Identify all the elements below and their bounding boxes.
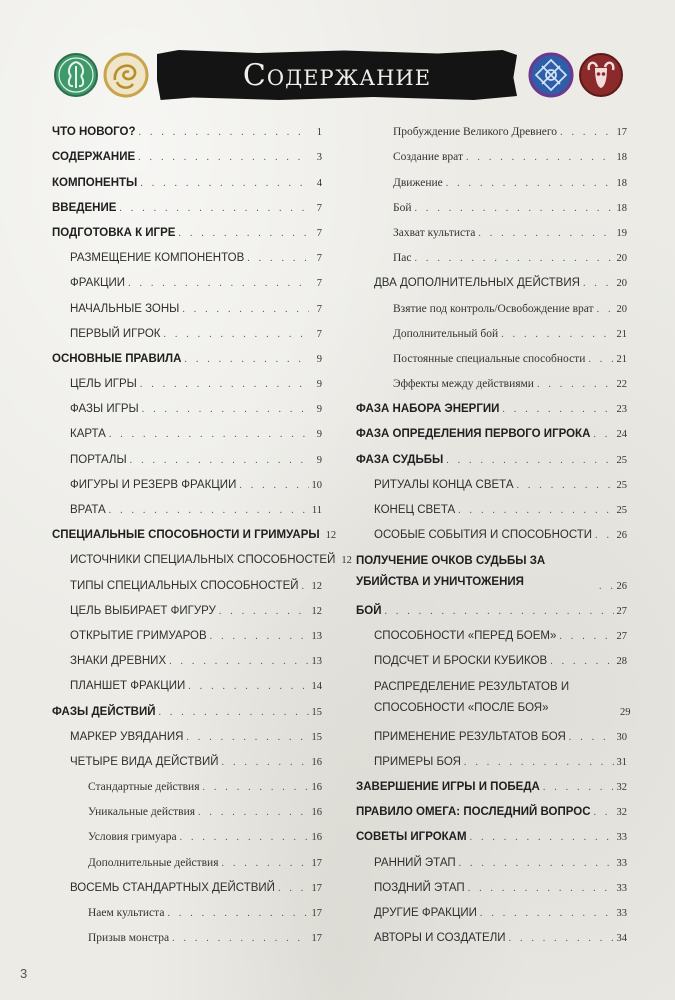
toc-entry[interactable] [52,391,322,416]
toc-entry-title: РАСПРЕДЕЛЕНИЕ РЕЗУЛЬТАТОВ И СПОСОБНОСТИ «ПОСЛЕ БОЯ» [374,680,570,714]
toc-entry-page: 20 [616,303,627,315]
toc-entry-page: 12 [325,530,337,542]
toc-entry-page: 18 [616,152,627,164]
toc-entry-page: 13 [311,656,322,668]
dot-leader [501,328,613,341]
toc-entry-page: 32 [616,807,627,819]
toc-entry-title: АВТОРЫ И СОЗДАТЕЛИ [374,932,506,945]
toc-entry[interactable] [356,114,627,139]
dot-leader [221,857,308,870]
toc-right-column [356,114,631,945]
toc-entry[interactable] [356,744,627,769]
toc-entry-page: 27 [616,605,627,617]
toc-entry-page: 13 [311,630,322,642]
toc-entry[interactable] [52,316,322,341]
toc-entry[interactable] [356,316,627,341]
dot-leader [464,756,614,769]
dot-leader [446,177,614,190]
dot-leader [178,227,309,240]
toc-entry[interactable] [356,391,627,416]
dot-leader [172,932,308,945]
toc-entry-page: 21 [616,328,627,340]
toc-entry-page: 29 [620,706,631,718]
toc-entry-page: 25 [616,454,627,466]
toc-entry-page: 7 [316,227,322,239]
toc-entry-title: ЗНАКИ ДРЕВНИХ [70,655,167,668]
toc-entry-page: 22 [616,379,627,391]
toc-entry-page: 9 [316,454,322,466]
toc-entry-page: 16 [311,782,322,794]
toc-entry-page: 9 [316,404,322,416]
toc-entry[interactable] [356,769,627,794]
dot-leader [537,378,614,391]
dot-leader [384,605,613,618]
toc-entry-page: 28 [616,656,627,668]
dot-leader [468,882,614,895]
dot-leader [247,252,309,265]
toc-entry-page: 15 [311,731,322,743]
dot-leader [182,303,309,316]
toc-entry-page: 10 [311,479,322,491]
dot-leader [550,655,613,668]
toc-entry-page: 18 [616,177,627,189]
toc-entry-page: 9 [316,353,322,365]
toc-entry-title: Эффекты между действиями [393,378,534,391]
toc-entry[interactable] [52,517,337,542]
toc-entry-title: ЦЕЛЬ ВЫБИРАЕТ ФИГУРУ [70,604,216,617]
dot-leader [480,907,614,920]
toc-entry-page: 31 [616,756,627,768]
toc-entry-title: ЧЕТЫРЕ ВИДА ДЕЙСТВИЙ [70,755,219,768]
dot-leader [459,857,614,870]
toc-entry[interactable] [356,719,627,744]
toc-entry-page: 26 [616,530,627,542]
toc-entry-title: Дополнительный бой [393,327,499,340]
toc-entry-title: ФРАКЦИИ [70,277,126,290]
toc-entry-title: ПОДГОТОВКА К ИГРЕ [52,226,176,239]
toc-entry-title: МАРКЕР УВЯДАНИЯ [70,730,184,743]
toc-entry-title: ПРИМЕРЫ БОЯ [374,755,461,768]
toc-entry[interactable] [52,265,322,290]
toc-entry[interactable] [52,744,322,769]
toc-entry[interactable] [356,215,627,240]
toc-entry-title: ВВЕДЕНИЕ [52,201,117,214]
toc-entry-page: 18 [616,202,627,214]
toc-entry-page: 17 [311,882,322,894]
dot-leader [415,252,614,265]
toc-entry-page: 16 [311,756,322,768]
toc-entry[interactable] [52,441,322,466]
dot-leader [509,932,614,945]
toc-entry-page: 4 [316,177,322,189]
page-number: 3 [20,966,28,981]
toc-entry[interactable] [52,139,322,164]
toc-entry-page: 17 [311,857,322,869]
toc-entry-title: Создание врат [393,151,464,164]
toc-entry[interactable] [52,668,322,693]
toc-entry-page: 7 [316,202,322,214]
dot-leader [222,756,309,769]
toc-entry-title: КОНЕЦ СВЕТА [374,504,456,516]
toc-entry[interactable] [52,366,322,391]
dot-leader [594,806,614,819]
toc-entry-title: Призыв монстра [88,932,170,945]
toc-entry-page: 20 [616,278,627,290]
toc-left-column [52,114,352,945]
toc-entry-title: Пас [393,252,412,265]
toc-entry-title: ПОЗДНИЙ ЭТАП [374,881,465,894]
toc-entry[interactable] [52,920,322,945]
toc-entry-page: 30 [616,731,627,743]
toc-entry[interactable] [356,668,631,718]
dot-leader [198,806,308,819]
toc-entry-title: Наем культиста [88,907,165,919]
toc-entry-title: ФАЗА СУДЬБЫ [356,453,444,466]
toc-entry[interactable] [52,819,322,844]
toc-entry-page: 20 [616,253,627,265]
toc-entry-page: 12 [341,555,352,567]
toc-entry-page: 24 [616,429,627,441]
dot-leader [239,479,308,492]
toc-entry-page: 9 [316,429,322,441]
toc-entry-title: ПОРТАЛЫ [70,453,127,466]
toc-entry-title: ФАЗЫ ДЕЙСТВИЙ [52,705,156,718]
dot-leader [595,529,613,542]
dot-leader [210,630,309,643]
dot-leader [278,882,309,895]
toc-entry[interactable] [52,416,322,441]
toc-entry-title: ПОЛУЧЕНИЕ ОЧКОВ СУДЬБЫ ЗА УБИЙСТВА И УНИЧТОЖЕНИЯ [356,554,546,588]
dot-leader [569,731,614,744]
dot-leader [302,580,309,593]
toc-entry-page: 26 [616,580,627,592]
toc-entry[interactable] [356,593,627,618]
tentacle-emblem-icon [53,52,99,98]
dot-leader [109,504,309,517]
toc-entry[interactable] [356,895,627,920]
rune-emblem-icon [528,52,574,98]
dot-leader [167,907,308,920]
dot-leader [458,504,613,517]
dot-leader [588,353,613,366]
toc-entry-title: Бой [393,201,412,214]
toc-entry[interactable] [52,794,322,819]
toc-entry[interactable] [52,215,322,240]
dot-leader [184,353,309,366]
toc-entry[interactable] [356,819,627,844]
toc-entry[interactable] [52,895,322,920]
toc-entry-page: 33 [616,908,627,920]
toc-entry[interactable] [356,492,627,517]
dot-leader [142,403,309,416]
toc-entry-title: ФАЗЫ ИГРЫ [70,403,139,416]
toc-entry[interactable] [52,844,322,869]
toc-entry-title: ПЕРВЫЙ ИГРОК [70,327,161,340]
toc-entry[interactable] [356,467,627,492]
dot-leader [139,126,309,139]
toc-entry-page: 7 [316,278,322,290]
toc-entry-title: РИТУАЛЫ КОНЦА СВЕТА [374,478,514,491]
toc-entry[interactable] [52,769,322,794]
toc-entry-title: ДВА ДОПОЛНИТЕЛЬНЫХ ДЕЙСТВИЯ [374,277,580,290]
toc-entry[interactable] [356,920,627,945]
dot-leader [188,680,308,693]
toc-entry-title: ПРИМЕНЕНИЕ РЕЗУЛЬТАТОВ БОЯ [374,730,566,743]
toc-entry-title: СОДЕРЖАНИЕ [52,151,136,164]
dot-leader [159,706,309,719]
toc-entry[interactable] [52,618,322,643]
toc-entry-title: Пробуждение Великого Древнего [393,126,558,139]
toc-entry-title: СОВЕТЫ ИГРОКАМ [356,831,467,844]
toc-entry[interactable] [356,618,627,643]
dot-leader [599,580,614,593]
toc-entry[interactable] [356,441,627,466]
toc-entry-title: ОСОБЫЕ СОБЫТИЯ И СПОСОБНОСТИ [374,529,593,542]
toc-entry-title: Взятие под контроль/Освобождение врат [393,302,594,315]
toc-entry[interactable] [356,870,627,895]
toc-entry[interactable] [356,416,627,441]
dot-leader [470,831,614,844]
toc-entry-page: 23 [616,404,627,416]
toc-entry[interactable] [52,114,322,139]
toc-entry[interactable] [52,164,322,189]
dot-leader [140,177,309,190]
dot-leader [597,303,614,316]
toc-entry-title: ДРУГИЕ ФРАКЦИИ [374,907,477,920]
toc-entry-title: СПОСОБНОСТИ «ПЕРЕД БОЕМ» [374,629,557,642]
dot-leader [163,328,309,341]
dot-leader [203,781,309,794]
dot-leader [466,151,613,164]
toc-entry[interactable] [52,467,322,492]
toc-entry-page: 19 [616,227,627,239]
toc-entry-page: 25 [616,505,627,516]
toc-entry-title: ФАЗА ОПРЕДЕЛЕНИЯ ПЕРВОГО ИГРОКА [356,428,591,441]
dot-leader [219,605,309,618]
toc-entry-title: Условия гримуара [88,831,177,844]
toc-entry[interactable] [356,542,627,592]
toc-entry-title: ВОСЕМЬ СТАНДАРТНЫХ ДЕЙСТВИЙ [70,881,275,894]
toc-entry-title: Стандартные действия [88,781,200,794]
toc-entry[interactable] [52,567,322,592]
toc-entry-page: 17 [311,908,322,919]
toc-entry-page: 1 [316,127,322,139]
toc-entry-page: 7 [316,253,322,265]
toc-entry-title: РАЗМЕЩЕНИЕ КОМПОНЕНТОВ [70,252,245,265]
toc-entry-page: 21 [616,353,627,365]
dot-leader [130,454,309,467]
toc-entry-page: 33 [616,857,627,869]
toc-entry-page: 12 [311,580,322,592]
toc-entry-page: 15 [311,706,322,718]
toc-entry-title: ЦЕЛЬ ИГРЫ [70,378,137,391]
dot-leader [140,378,309,391]
toc-entry-page: 25 [616,479,627,491]
toc-entry-page: 3 [316,152,322,164]
toc-entry-page: 33 [616,882,627,894]
toc-entry-title: ВРАТА [70,504,106,516]
toc-entry-page: 7 [316,303,322,315]
toc-entry[interactable] [356,844,627,869]
toc-entry-title: ЗАВЕРШЕНИЕ ИГРЫ И ПОБЕДА [356,781,540,794]
toc-entry[interactable] [356,366,627,391]
toc-entry-title: Захват культиста [393,226,476,239]
swirl-emblem-icon [103,52,149,98]
toc-entry[interactable] [356,341,627,366]
toc-entry-title: ИСТОЧНИКИ СПЕЦИАЛЬНЫХ СПОСОБНОСТЕЙ [70,554,336,567]
toc-entry-page: 16 [311,832,322,844]
toc-entry[interactable] [356,517,627,542]
toc-entry-title: Уникальные действия [88,806,196,819]
toc-entry[interactable] [356,139,627,164]
toc-entry-title: Постоянные специальные способности [393,352,586,365]
toc-entry[interactable] [52,240,322,265]
toc-entry[interactable] [52,693,322,718]
toc-entry-title: РАННИЙ ЭТАП [374,856,456,869]
dot-leader [415,202,614,215]
dot-leader [559,630,613,643]
toc-entry-page: 32 [616,782,627,794]
toc-entry-page: 17 [616,127,627,139]
toc-entry-title: КОМПОНЕНТЫ [52,176,138,189]
toc-entry-title: ПОДСЧЕТ И БРОСКИ КУБИКОВ [374,655,548,668]
dot-leader [543,781,614,794]
toc-entry[interactable] [356,794,627,819]
toc-entry-title: Движение [393,176,443,189]
toc-entry[interactable] [52,190,322,215]
toc-entry[interactable] [52,870,322,895]
toc-entry-page: 7 [316,328,322,340]
toc-entry-title: ПЛАНШЕТ ФРАКЦИИ [70,680,186,693]
toc-entry[interactable] [52,593,322,618]
toc-entry-title: КАРТА [70,428,106,441]
page-title: Содержание [242,57,432,93]
dot-leader [128,277,309,290]
dot-leader [109,428,309,441]
toc-entry-title: ТИПЫ СПЕЦИАЛЬНЫХ СПОСОБНОСТЕЙ [70,579,299,592]
toc-entry-title: ОТКРЫТИЕ ГРИМУАРОВ [70,629,207,642]
page-header [0,40,675,108]
toc-entry[interactable] [356,265,627,290]
toc-entry-title: ОСНОВНЫЕ ПРАВИЛА [52,352,182,365]
dot-leader [517,479,614,492]
toc-entry[interactable] [52,719,322,744]
toc-entry[interactable] [52,341,322,366]
toc-entry-page: 9 [316,379,322,391]
toc-entry[interactable] [52,542,352,567]
dot-leader [169,655,308,668]
toc-entry-title: БОЙ [356,604,382,617]
toc-entry[interactable] [52,290,322,315]
toc-entry-page: 14 [311,681,322,693]
toc-entry-page: 34 [616,933,627,945]
toc-entry[interactable] [52,643,322,668]
toc-entry-title: ЧТО НОВОГО? [52,126,136,139]
dot-leader [478,227,613,240]
toc-entry-title: НАЧАЛЬНЫЕ ЗОНЫ [70,302,180,315]
dot-leader [119,202,309,215]
dot-leader [560,126,613,139]
toc-entry[interactable] [356,164,627,189]
dot-leader [186,731,308,744]
toc-entry-page: 11 [311,505,322,516]
toc-entry[interactable] [356,643,627,668]
toc-entry-page: 33 [616,832,627,844]
toc-entry-title: Дополнительные действия [88,856,219,869]
toc-entry[interactable] [52,492,322,517]
toc-entry-page: 16 [311,807,322,819]
dot-leader [583,277,614,290]
toc-entry-title: ПРАВИЛО ОМЕГА: ПОСЛЕДНИЙ ВОПРОС [356,806,591,819]
toc-entry-title: ФИГУРЫ И РЕЗЕРВ ФРАКЦИИ [70,478,237,491]
toc-entry-title: ФАЗА НАБОРА ЭНЕРГИИ [356,403,500,416]
dot-leader [502,403,613,416]
dot-leader [593,428,613,441]
toc-entry[interactable] [356,290,627,315]
toc-entry-page: 17 [311,933,322,945]
dot-leader [180,831,309,844]
ram-skull-emblem-icon [578,52,624,98]
toc-entry-title: СПЕЦИАЛЬНЫЕ СПОСОБНОСТИ И ГРИМУАРЫ [52,529,320,542]
toc-entry[interactable] [356,190,627,215]
dot-leader [138,151,309,164]
toc-entry-page: 27 [616,630,627,642]
dot-leader [446,454,613,467]
toc-entry-page: 12 [311,605,322,617]
toc-entry[interactable] [356,240,627,265]
